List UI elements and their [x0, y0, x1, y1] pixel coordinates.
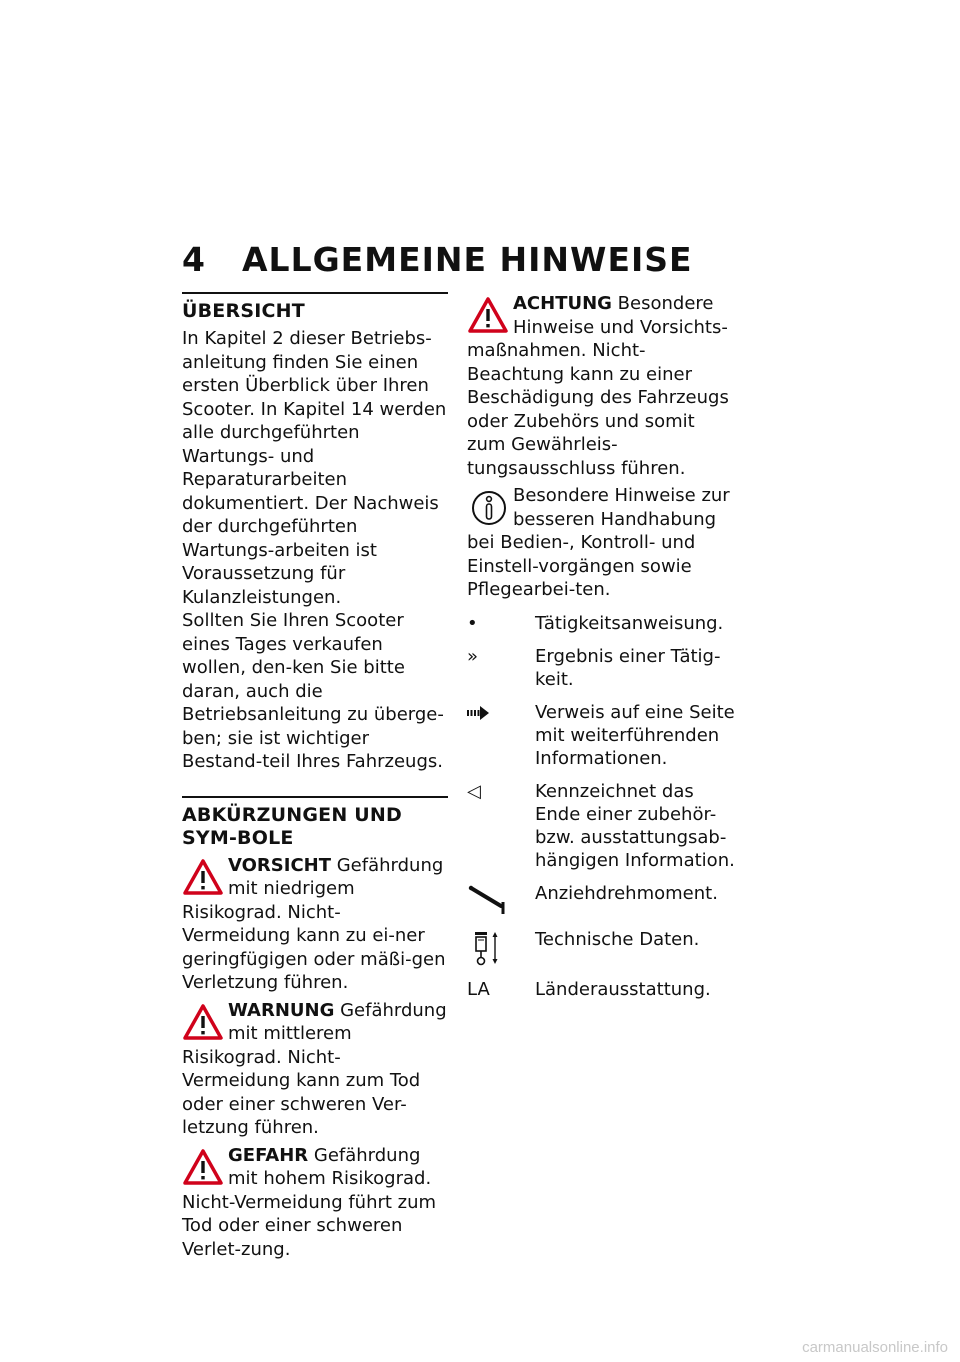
symbol-description: Kennzeichnet das Ende einer zubehör- bzw. ausstattungsab-hängigen Information.: [535, 780, 735, 871]
symbol-description: Tätigkeitsanweisung.: [535, 612, 724, 634]
section-divider: [182, 796, 448, 798]
overview-paragraph-1: In Kapitel 2 dieser Betriebs-anleitung finden Sie einen ersten Überblick über Ihren Scooter. In Kapitel 14 werden alle durchgeführten Wartungs- und Reparaturarbeiten dokumentiert. Der Nachweis der durchgeführten Wartungs-arbeiten ist Voraussetzung für Kulanzleistungen.: [182, 328, 447, 608]
symbol-row-result: [467, 645, 735, 691]
warning-text: Gefährdung mit mittlerem Risikograd. Nicht-Vermeidung kann zum Tod oder einer schweren Ver-letzung führen.: [182, 999, 447, 1138]
caution-keyword: VORSICHT: [228, 854, 331, 876]
section-divider: [182, 292, 448, 294]
symbol-description: Technische Daten.: [535, 928, 700, 950]
symbol-row-reference: [467, 701, 735, 770]
symbol-description: Ergebnis einer Tätig-keit.: [535, 645, 721, 690]
attention-text: Besondere Hinweise und Vorsichts-maßnahmen. Nicht-Beachtung kann zu einer Beschädigung des Fahrzeugs oder Zubehörs und somit zum Gewährleis-tungsausschluss führen.: [467, 293, 729, 479]
overview-paragraph-2: Sollten Sie Ihren Scooter eines Tages verkaufen wollen, den-ken Sie bitte daran, auch die Betriebsanleitung zu überge-ben; sie ist wichtiger Bestand-teil Ihres Fahrzeugs.: [182, 610, 444, 772]
danger-note: [182, 1144, 448, 1262]
warning-keyword: WARNUNG: [228, 999, 335, 1021]
symbol-row-torque: [467, 882, 735, 918]
right-column: [467, 292, 735, 1001]
bullet-icon: •: [467, 612, 478, 634]
caution-text: Gefährdung mit niedrigem Risikograd. Nicht-Vermeidung kann zu ei-ner geringfügigen oder mäßi-gen Verletzung führen.: [182, 854, 446, 993]
symbol-description: Anziehdrehmoment.: [535, 882, 718, 904]
chapter-heading: [182, 240, 693, 279]
end-marker-icon: ◁: [467, 780, 481, 802]
watermark: carmanualsonline.info: [802, 1339, 948, 1356]
danger-text: Gefährdung mit hohem Risikograd. Nicht-Vermeidung führt zum Tod oder einer schweren Verlet-zung.: [182, 1144, 437, 1260]
symbol-row-technical-data: [467, 928, 735, 968]
technical-data-icon: [467, 928, 535, 968]
overview-title: ÜBERSICHT: [182, 300, 305, 322]
attention-note: [467, 292, 735, 480]
warning-triangle-icon: [182, 1003, 226, 1043]
symbol-list: [467, 612, 735, 1001]
chapter-title: ALLGEMEINE HINWEISE: [242, 240, 693, 279]
symbol-row-country: [467, 978, 735, 1001]
symbol-description: Länderausstattung.: [535, 978, 711, 1000]
warning-note: [182, 999, 448, 1140]
abbreviations-title: ABKÜRZUNGEN UND SYM-BOLE: [182, 803, 402, 849]
attention-triangle-icon: [467, 296, 511, 336]
attention-keyword: ACHTUNG: [513, 293, 612, 314]
symbol-description: Verweis auf eine Seite mit weiterführenden Informationen.: [535, 701, 735, 769]
caution-note: [182, 854, 448, 995]
left-column: [182, 292, 448, 1265]
chapter-number: 4: [182, 240, 206, 279]
warning-triangle-icon: [182, 1148, 226, 1188]
reference-arrow-icon: [467, 701, 535, 770]
symbol-row-bullet: [467, 612, 735, 635]
result-icon: »: [467, 645, 479, 667]
info-note: [467, 484, 735, 602]
symbol-row-end-marker: [467, 780, 735, 872]
warning-triangle-icon: [182, 858, 226, 898]
info-text: Besondere Hinweise zur besseren Handhabung bei Bedien-, Kontroll- und Einstell-vorgängen sowie Pflegearbei-ten.: [467, 485, 730, 600]
torque-wrench-icon: [467, 882, 535, 918]
la-label: LA: [467, 978, 490, 1000]
info-icon: [467, 488, 511, 528]
danger-keyword: GEFAHR: [228, 1144, 309, 1166]
